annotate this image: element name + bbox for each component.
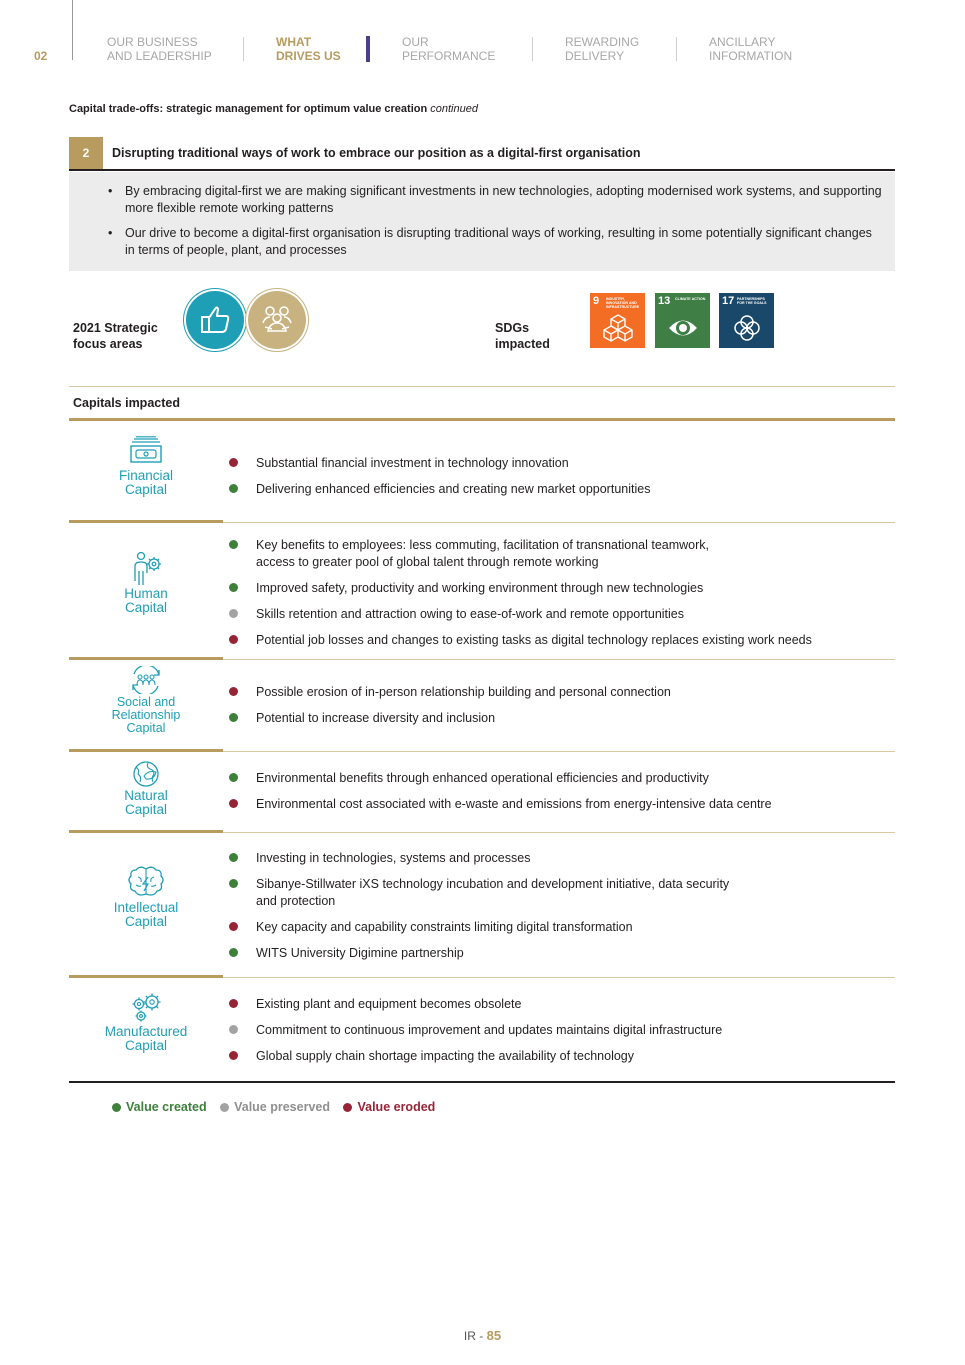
- value-eroded-dot: [229, 458, 238, 467]
- risk-header: [69, 137, 895, 171]
- list-item: WITS University Digimine partnership: [229, 945, 889, 962]
- brain-icon: [126, 865, 166, 899]
- list-item: Global supply chain shortage impacting the availability of technology: [229, 1048, 889, 1065]
- value-created-dot: [229, 948, 238, 957]
- value-eroded-dot: [229, 799, 238, 808]
- list-item: Possible erosion of in-person relationship building and personal connection: [229, 684, 889, 701]
- capital-label: Natural Capital: [124, 788, 168, 817]
- list-item: Skills retention and attraction owing to ease-of-work and remote opportunities: [229, 606, 889, 623]
- sdg-17-tile: 17 PARTNERSHIPS FOR THE GOALS: [719, 293, 774, 348]
- capital-row-manufactured: [69, 978, 895, 1078]
- value-preserved-dot: [229, 609, 238, 618]
- list-item: Potential to increase diversity and inclusion: [229, 710, 889, 727]
- value-created-dot: [229, 484, 238, 493]
- page-subtitle: Capital trade-offs: strategic management for optimum value creation continued: [69, 103, 478, 115]
- people-group-icon: [248, 291, 306, 349]
- community-cycle-icon: [126, 666, 166, 694]
- capital-items: [229, 537, 889, 658]
- list-item: Sibanye-Stillwater iXS technology incubation and development initiative, data security and protection: [229, 876, 889, 909]
- capital-items: [229, 850, 889, 971]
- legend-value-created: Value created: [112, 1100, 207, 1114]
- list-item: Key capacity and capability constraints limiting digital transformation: [229, 919, 889, 936]
- capital-row-natural: [69, 752, 895, 833]
- capital-label: Social and Relationship Capital: [111, 695, 181, 735]
- value-created-dot: [229, 540, 238, 549]
- flower-rings-icon: [732, 313, 762, 343]
- person-gear-icon: [126, 551, 166, 587]
- top-navigation: [0, 0, 965, 80]
- value-eroded-dot: [229, 687, 238, 696]
- nav-our-performance[interactable]: OUR PERFORMANCE: [402, 35, 496, 63]
- section-divider: [69, 386, 895, 387]
- capital-row-social: [69, 660, 895, 752]
- list-item: Environmental cost associated with e-waste and emissions from energy-intensive data centre: [229, 796, 889, 813]
- capital-items: [229, 684, 889, 736]
- cubes-icon: [603, 313, 633, 343]
- value-preserved-dot: [229, 1025, 238, 1034]
- list-item: Potential job losses and changes to existing tasks as digital technology replaces existing work needs: [229, 632, 889, 649]
- capital-items: [229, 996, 889, 1074]
- capital-label: Manufactured Capital: [104, 1024, 188, 1053]
- sdg-label: SDGs impacted: [495, 321, 550, 351]
- list-item: Substantial financial investment in technology innovation: [229, 455, 889, 472]
- value-created-dot: [229, 879, 238, 888]
- money-stack-icon: [126, 436, 166, 464]
- capital-label: Financial Capital: [118, 468, 174, 497]
- list-item: Delivering enhanced efficiencies and creating new market opportunities: [229, 481, 889, 498]
- value-eroded-dot: [229, 922, 238, 931]
- legend-value-eroded: Value eroded: [343, 1100, 435, 1114]
- page-number: 85: [486, 1328, 502, 1343]
- table-bottom-rule: [69, 1081, 895, 1083]
- thumbs-up-icon: [186, 291, 244, 349]
- nav-separator: [676, 37, 677, 61]
- list-item: Key benefits to employees: less commuting, facilitation of transnational teamwork, access to greater pool of global talent through remote working: [229, 537, 889, 570]
- value-eroded-dot: [229, 635, 238, 644]
- nav-rewarding-delivery[interactable]: REWARDING DELIVERY: [565, 35, 640, 63]
- list-item: Investing in technologies, systems and processes: [229, 850, 889, 867]
- list-item: Commitment to continuous improvement and updates maintains digital infrastructure: [229, 1022, 889, 1039]
- risk-description: [69, 172, 895, 271]
- legend: [112, 1100, 445, 1115]
- nav-what-drives-us[interactable]: WHAT DRIVES US: [276, 35, 341, 63]
- value-eroded-dot: [229, 999, 238, 1008]
- risk-title: Disrupting traditional ways of work to embrace our position as a digital-first organisation: [112, 146, 641, 160]
- nav-separator: [532, 37, 533, 61]
- capital-row-human: [69, 523, 895, 660]
- capitals-heading: Capitals impacted: [73, 396, 180, 410]
- capital-label: Human Capital: [124, 586, 168, 615]
- capital-row-intellectual: [69, 833, 895, 978]
- nav-divider: [72, 0, 73, 60]
- capital-items: [229, 455, 889, 507]
- sdg-9-tile: 9 INDUSTRY, INNOVATION AND INFRASTRUCTURE: [590, 293, 645, 348]
- risk-bullet: • Our drive to become a digital-first organisation is disrupting traditional ways of working, resulting in some potentially significant changes in terms of people, plant, and processes: [106, 225, 883, 258]
- risk-bullet: • By embracing digital-first we are making significant investments in new technologies, adopting modernised work systems, and supporting more flexible remote working patterns: [106, 183, 883, 216]
- list-item: Existing plant and equipment becomes obsolete: [229, 996, 889, 1013]
- value-created-dot: [229, 583, 238, 592]
- sdg-13-tile: 13 CLIMATE ACTION: [655, 293, 710, 348]
- nav-active-indicator: [366, 36, 370, 62]
- gears-icon: [126, 992, 166, 1022]
- list-item: Improved safety, productivity and working environment through new technologies: [229, 580, 889, 597]
- value-eroded-dot: [229, 1051, 238, 1060]
- list-item: Environmental benefits through enhanced operational efficiencies and productivity: [229, 770, 889, 787]
- nav-our-business[interactable]: OUR BUSINESS AND LEADERSHIP: [107, 35, 212, 63]
- page-footer: IR - 85: [463, 1328, 502, 1343]
- value-created-dot: [229, 713, 238, 722]
- risk-number: 2: [69, 137, 103, 169]
- strategic-focus-label: 2021 Strategic focus areas: [73, 321, 158, 351]
- globe-leaf-icon: [126, 760, 166, 788]
- section-number: 02: [34, 49, 48, 63]
- capital-row-financial: [69, 421, 895, 523]
- value-created-dot: [229, 773, 238, 782]
- capital-items: [229, 770, 889, 822]
- nav-ancillary-information[interactable]: ANCILLARY INFORMATION: [709, 35, 793, 63]
- value-created-dot: [229, 853, 238, 862]
- legend-value-preserved: Value preserved: [220, 1100, 330, 1114]
- nav-separator: [243, 37, 244, 61]
- capital-label: Intellectual Capital: [113, 900, 179, 929]
- eye-globe-icon: [668, 313, 698, 343]
